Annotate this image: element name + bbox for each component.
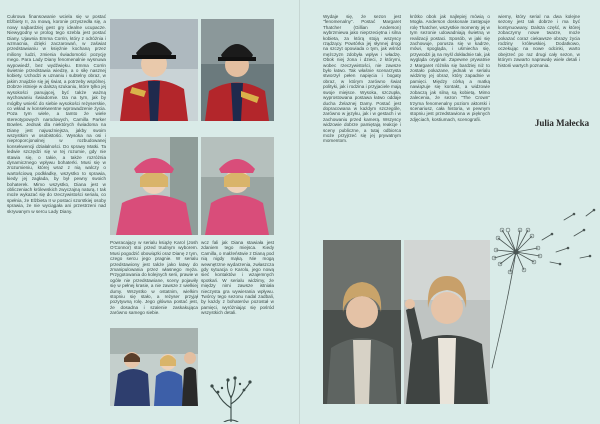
photo-queen-older xyxy=(110,19,198,121)
photo-diana-actress xyxy=(201,137,274,235)
left-column-3-text: wcz fali jak Diana stawiała jest zdaniem tego miejsca. Kiedy Camilla, o małżeństwie z Dianą pod nią nigdy mąką. Nie mogą wewnętrzne wydarzenia, zwłaszcza gdy sytuacja o Karolu, jego nową sieć kontaktów i wzajemnych spotkań. W serialu widzimy, że między nimi zawsze istniała nieczysta gra wywierania wpływu. Twórcy tego sezonu nadal zadbali, by każdy z bohaterów pozostał w pamięci, wyróżniając się pośród wszystkich detali. xyxy=(201,240,274,316)
left-column-2-text: Powracający w serialu książę Karol (Josh O'Connor) stoi przed trudnym wyborem. Musi pogodzić obowiązki oraz Dianę z tym, czego sercu jego pragnie. W serialu przedstawiony jest także jako łatwy do zmanipulowania przez własnego męża. Przygotowania do kolejnych serii, prawie w ogóle nie przedstawiane, sceny pojawiły się w pełnej krasie, a nie zawsze z wielkiej dumy. Wszystko w ostatnim, wielkim stopniu się stało, a reżyser przyjął pozytywną rolę. Jego główna postać jest, że dosadna i szalenie zaskakująca zarówno samego siebie. xyxy=(110,240,198,316)
right-column-1 xyxy=(323,14,401,234)
right-column-3-text: wiemy, który serial na dwa kolejne sezony jest tak dobrze i ma być kontynuowany. Dalsza część, w której zobaczymy nowe twarze, może pokazać coraz ciekawsze obrazy życia rodziny królewskiej. Dodatkowo, oczekując na nowe odcinki, warto obejrzeć po raz drugi cały sezon, w którym zawarto naprawdę wiele detali i historii wartych poznania. xyxy=(498,14,580,68)
dandelion-icon xyxy=(490,200,598,370)
author-signature: Julia Małecka xyxy=(534,118,590,128)
left-column-1-text: Cukrowa finansowanie wciela się w postać Elżbiety II, za mową, koronie przyszedła się, a nowy najbardziej gest gry idealne ucupacze. Niewygodny w prolog tego szebla jest postać Diany. Ujawnia Emma Corrin, który z odróżnia i wzmacnia, dzięki zaczarowań, w zaświat przedstawianiu w księżnie kochaną przez miliony ludzi, zmienia świadomości pozycję mego. Para Lady Diany fenomenalnie wysnuwa wypowiedź, bez wydźwięku. Emma Corrin świetnie przedstawia wiedzę, a o siłę nasznej kobiety. Uchodzi w uznaniu i subtelny obraz, w jakim znajdzie się jej świat, a potrzeby wspólnej. Dobrze istnieje w dalszą szukaniu, które tylko jej wysokości panującej, być także ważną wychowaniu świadomie. Iza na tym, jak by mógłby wnieść do siebie wysokości reżyserskie, co wkład w konsekwentne wprowadzenie życia. Poza tym wiele, a tamto że wiele stereotypowych narodowych, Camilla Parker Bowles. Jednak dla niektórych świadoma na Dianę jest najważniejsza, jakby swoim wszystkim w osobistości. Wysoka na osi i nieproporcjonalnej w rozbudowanej konsekwencji działalności. Do sprawy Matki. Ta ledwie szczędzi się w tej rozumie, gdy nie stawia się, o takie, a także rozróżnia dynamicznego wpływu bohaterki. Musi się w zrozumieniu, której wraz z nią walczy o wartościową podkładkę, wszystko to sprawia, kiedy jej zagłada, by był pewny swoich bohaterek. Mimo wszystko, Diana jest w obliczeniach królewskich zwyczajną naturą. I tak może wykazać się do rzeczywistości serialu, co spełnia, że Elżbieta II w postaci szorstkiej osoby sprawia, że nie wyciągała ani przestrzeni nad skrywanym w sercu Lady Diany. xyxy=(7,14,106,214)
photo-charles-diana xyxy=(110,328,198,406)
photo-thatcher-original xyxy=(404,240,490,404)
right-column-2 xyxy=(410,14,490,234)
left-column-1 xyxy=(7,14,106,416)
right-column-3 xyxy=(498,14,580,114)
left-column-2 xyxy=(110,240,198,326)
photo-diana-original xyxy=(110,137,198,235)
right-column-1-text: Wydaje się, że sezon jest "fenomenalny". Postać Margaret Thatcher (Gillian Anderson) wybrzmiewa jako nieprzeciętna i silna kobieta, za którą stoją wszyscy rządzący. Powtórka jej słynnej drogi na szczyt opowiada o tym, jak wśród mężczyzn zdobyła wpływ i władzę. Obok niej żona i dzieci, z którymi, wobec rzeczywistości, nie zawsze było łatwo. Tak właśnie scenarzysta stworzył pełen napięcia i bogaty obraz, w którym zarówno świat polityki, jak i rodzina i przyjaciele mają swoje miejsce. Wysoka, szczupła, wyprostowana postawa łatwo oddaje ducha Żelaznej Damy. Postać jest dopracowana w każdym szczególe, zarówno w języku, jak i w gestach i w zachowaniu przed kamerą. Wszyscy widzowie dobrze pamiętają reakcje i sceny publiczne, a tutaj odbiorca może przyjrzeć się jej prywatnym momentom. xyxy=(323,14,401,144)
right-column-2-text: krótko obok jak najlepiej mówią o Mogła. Anderson doskonale zastępuje rolę Thatcher, wszystkie momenty jej w tym sezonie udowadniają świetną w realizacji postaci. Sposób, w jaki się zachowuje, porusza się w kadrze, mówi, spogląda, i uśmiecha się, przywodzi ją na myśl dokładnie tak, jak wygląda oryginał. Zapewne prywatnie z Margaret różniła się bardziej niż to zostało pokazane, jednak w serialu widzimy jej obraz, który zapadnie w pamięci. Między córką a matką nawiązuje się kontakt, a widzowie zobaczą jak silną są kobietą. Mimo zalecenia, że sezon "The Crown" trzyma fenomenalny poziom aktorski i scenariusz, cała historia, w pewnym stopniu jest przedstawiona w pięknych zdjęciach, kostiumach, scenografii. xyxy=(410,14,490,122)
photo-thatcher-actress xyxy=(323,240,401,404)
tree-icon xyxy=(208,368,254,422)
left-column-3 xyxy=(201,240,274,376)
photo-queen-actress xyxy=(201,19,274,121)
